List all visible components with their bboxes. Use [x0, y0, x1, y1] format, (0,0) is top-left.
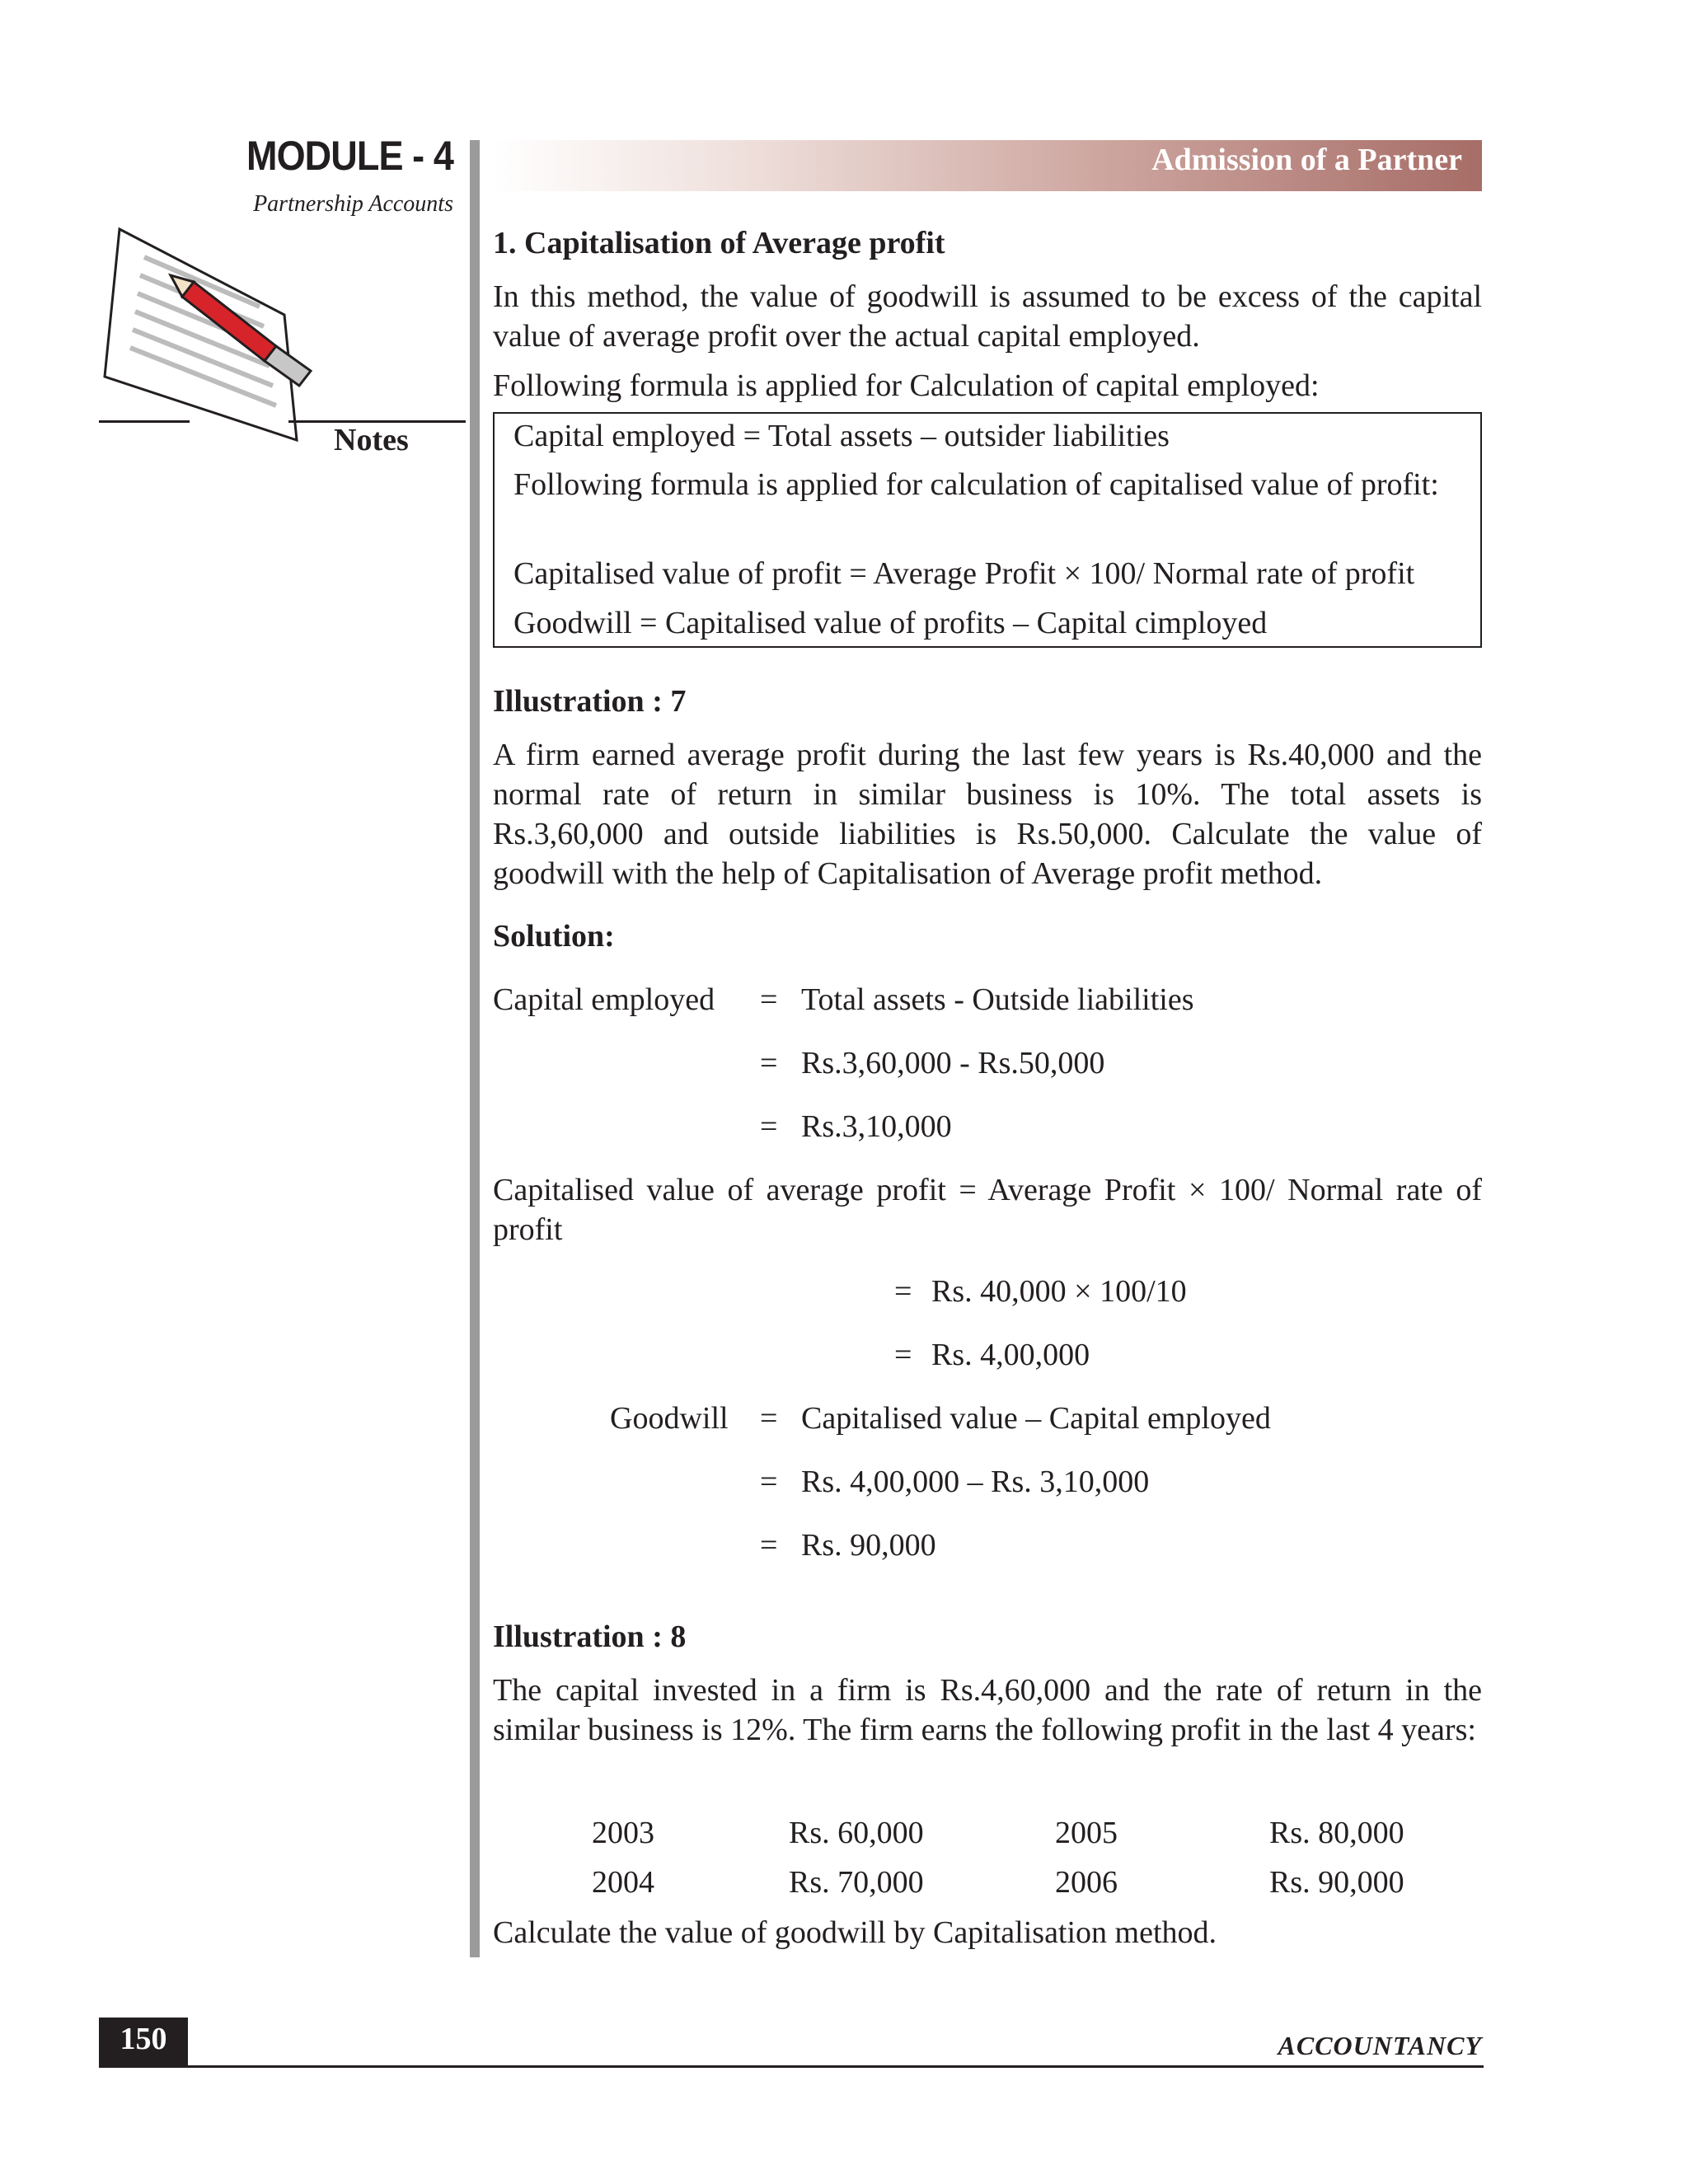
equals-sign: =: [760, 1528, 778, 1563]
notes-label: Notes: [334, 423, 409, 457]
capitalised-value-step-1: Rs. 40,000 × 100/10: [931, 1274, 1187, 1309]
equals-sign: =: [894, 1338, 912, 1372]
equals-sign: =: [760, 1465, 778, 1499]
book-title: ACCOUNTANCY: [1278, 2031, 1482, 2060]
equals-sign: =: [760, 1109, 778, 1144]
profit-amount: Rs. 70,000: [789, 1865, 924, 1900]
module-title: MODULE - 4: [246, 133, 453, 179]
formula-intro: Following formula is applied for Calculation of capital employed:: [493, 368, 1320, 403]
formula-goodwill: Goodwill = Capitalised value of profits – Capital cimployed: [513, 606, 1268, 640]
notebook-pencil-icon: [95, 224, 326, 459]
equals-sign: =: [760, 982, 778, 1017]
formula-capital-employed: Capital employed = Total assets – outsider liabilities: [513, 419, 1170, 453]
profit-year: 2005: [1055, 1816, 1118, 1850]
capital-employed-result: Rs.3,10,000: [801, 1109, 952, 1144]
capitalised-value-formula: Capitalised value of average profit = Average Profit × 100/ Normal rate of profit: [493, 1173, 1482, 1247]
profit-year: 2006: [1055, 1865, 1118, 1900]
profit-year: 2003: [592, 1816, 654, 1850]
goodwill-result: Rs. 90,000: [801, 1528, 936, 1563]
method-description: In this method, the value of goodwill is assumed to be excess of the capital value of average profit over the actual capital employed.: [493, 279, 1482, 354]
solution-label: Solution:: [493, 919, 615, 954]
profit-amount: Rs. 90,000: [1269, 1865, 1404, 1900]
notes-divider-left: [99, 420, 190, 423]
goodwill-step-2: Rs. 4,00,000 – Rs. 3,10,000: [801, 1465, 1150, 1499]
illustration-8-text: The capital invested in a firm is Rs.4,60,000 and the rate of return in the similar business is 12%. The firm earns the following profit in the last 4 years:: [493, 1673, 1482, 1747]
equals-sign: =: [894, 1274, 912, 1309]
equals-sign: =: [760, 1401, 778, 1436]
footer-rule: [99, 2065, 1484, 2068]
module-subtitle: Partnership Accounts: [253, 191, 453, 217]
profit-amount: Rs. 60,000: [789, 1816, 924, 1850]
profit-year: 2004: [592, 1865, 654, 1900]
notebook-paper: [105, 229, 297, 440]
margin-rule: [470, 140, 480, 1957]
chapter-title: Admission of a Partner: [1151, 143, 1462, 177]
illustration-7-text: A firm earned average profit during the last few years is Rs.40,000 and the normal rate of return in similar business is 10%. The total assets is Rs.3,60,000 and outside liabilities is Rs.50,000. Calculate the value of goodwill with the help of Capitalisation of Average profit method.: [493, 738, 1482, 891]
capital-employed-step-2: Rs.3,60,000 - Rs.50,000: [801, 1046, 1105, 1080]
capital-employed-label: Capital employed: [493, 982, 715, 1017]
page-number: 150: [120, 2022, 167, 2056]
capital-employed-step-1: Total assets - Outside liabilities: [801, 982, 1194, 1017]
goodwill-label: Goodwill: [610, 1401, 729, 1436]
goodwill-step-1: Capitalised value – Capital employed: [801, 1401, 1271, 1436]
formula-intro-2: Following formula is applied for calculation of capitalised value of profit:: [513, 467, 1439, 502]
section-heading: 1. Capitalisation of Average profit: [493, 226, 945, 260]
illustration-8-question: Calculate the value of goodwill by Capitalisation method.: [493, 1915, 1217, 1950]
capitalised-value-result: Rs. 4,00,000: [931, 1338, 1090, 1372]
illustration-7-heading: Illustration : 7: [493, 684, 687, 719]
profit-amount: Rs. 80,000: [1269, 1816, 1404, 1850]
illustration-8-heading: Illustration : 8: [493, 1619, 687, 1654]
formula-box: [493, 412, 1482, 648]
formula-capitalised-value: Capitalised value of profit = Average Profit × 100/ Normal rate of profit: [513, 556, 1415, 591]
equals-sign: =: [760, 1046, 778, 1080]
